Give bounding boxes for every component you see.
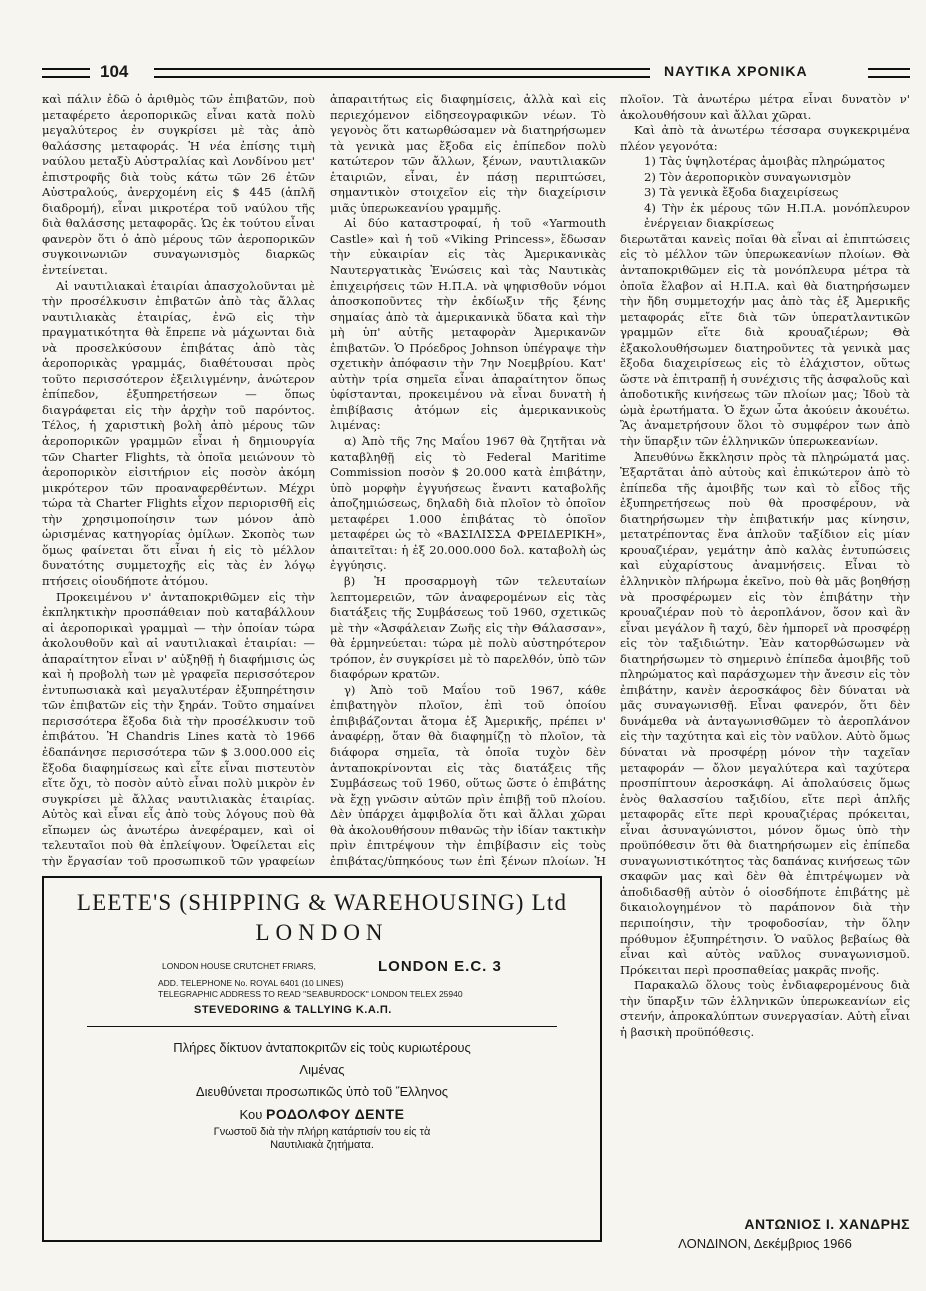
paragraph: πλοῖον. Τὰ ἀνωτέρω μέτρα εἶναι δυνατὸν ν' ἀκολουθήσουν καὶ ἄλλαι χῶραι. [620, 92, 910, 122]
ad-manager-prefix: Κου [239, 1107, 263, 1122]
list-item: 1) Τὰς ὑψηλοτέρας ἀμοιβὰς πληρώματος [644, 154, 886, 169]
ad-agency-line: Γνωστοῦ διὰ τὴν πλήρη κατάρτισίν του εἰς τὰ [213, 1126, 431, 1138]
ad-divider [87, 1026, 557, 1027]
author-name: ΑΝΤΩΝΙΟΣ Ι. ΧΑΝΔΡΗΣ [744, 1216, 910, 1232]
header-rule-right [868, 68, 910, 78]
ad-telephone: ADD. TELEPHONE No. ROYAL 6401 (10 LINES) [158, 978, 344, 988]
ad-agency-line: Πλήρες δίκτυον ἀνταποκριτῶν εἰς τοὺς κυριωτέρους [173, 1040, 471, 1055]
paragraph: Καὶ ἀπὸ τὰ ἀνωτέρω τέσσαρα συγκεκριμένα πλέον γεγονότα: [620, 123, 910, 153]
ad-agency-block [44, 1037, 600, 1152]
paragraph: α) Ἀπὸ τῆς 7ης Μαΐου 1967 θὰ ζητῆται νὰ καταβληθῇ εἰς τὸ Federal Maritime Commission ποσὸν $ 20.000 κατὰ ἐπιβάτην, ὑπὸ μορφὴν ἐγγυήσεως ἔναντι καταβολῆς ἀποζημιώσεως, δηλαδὴ διὰ πλοῖον τὸ ὁποῖον μεταφέρει 1.000 ἐπιβάτας τὸ ὁποῖον μεταφέρει ὡς τὸ «ΒΑΣΙΛΙΣΣΑ ΦΡΕΙΔΕΡΙΚΗ», ἀπαιτεῖται: ἡ ἐξ 20.000.000 δολ. καταβολὴ ὡς ἐγγύησις. [330, 434, 606, 573]
ad-telegraphic-address: TELEGRAPHIC ADDRESS TO READ "SEABURDOCK" LONDON TELEX 25940 [158, 989, 463, 999]
list-item: 3) Τὰ γενικὰ ἔξοδα διαχειρίσεως [644, 185, 839, 200]
paragraph: Αἱ δύο καταστροφαί, ἡ τοῦ «Yarmouth Castle» καὶ ἡ τοῦ «Viking Princess», ἔδωσαν τὴν εὐκαιρίαν εἰς τὰς Ἀμερικανικὰς Ναυτεργατικὰς Ἑνώσεις καὶ τὰς Ναυτικὰς ἐπιχειρήσεις τῶν Η.Π.Α. νὰ ψηφισθοῦν νόμοι ἀποσκοποῦντες τὴν ἐκδίωξιν τῆς ξένης σημαίας ἀπὸ τὰ ἀμερικανικὰ ὕδατα καὶ τὴν μὴ ὑπ' αὐτῆς μεταφορὰν Ἀμερικανῶν ἐπιβατῶν. Ὁ Πρόεδρος Johnson ὑπέγραψε τὴν σχετικὴν ἀπόφασιν τὴν 7ην Νοεμβρίου. Κατ' αὐτὴν τρία σημεῖα εἶναι ἀπαραίτητον ὅπως ὑφίστανται, προκειμένου νὰ εἶναι δυνατὴ ἡ ἐπιβίβασις ἀτόμων εἰς ἀμερικανικοὺς λιμένας: [330, 216, 606, 433]
paragraph: β) Ἡ προσαρμογὴ τῶν τελευταίων λεπτομερειῶν, τῶν ἀναφερομένων εἰς τὰς διατάξεις τῆς Συμβάσεως τοῦ 1960, σχετικῶς μὲ τὴν «Ἀσφάλειαν Ζωῆς εἰς τὴν Θάλασσαν», θὰ ἑρμηνεύεται: τώρα μὲ πολὺ αὐστηρότερον τρόπον, ἐν συγκρίσει μὲ τὸ παρελθόν, ὑπὸ τῶν διαφόρων κρατῶν. [330, 573, 606, 682]
ad-city: LONDON [255, 920, 389, 945]
text-column-2 [330, 92, 606, 870]
place-date: ΛΟΝΔΙΝΟΝ, Δεκέμβριος 1966 [678, 1236, 852, 1251]
paragraph: ἀπαραιτήτως εἰς διαφημίσεις, ἀλλὰ καὶ εἰς περιεχόμενον εἰδησεογραφικῶν νέων. Τὸ γεγονὸς ὅτι κατωρθώσαμεν νὰ διατηρήσωμεν τὰ γενικὰ μας ἔξοδα εἰς ἐπίπεδον πολὺ κατώτερον τῶν ἄλλων, ξένων, ναυτιλιακῶν ἑταιριῶν, εἶναι, ἐν πάσῃ περιπτώσει, σημαντικὸν στοιχεῖον εἰς τὴν διαχείρισιν μιᾶς ὑπερωκεανίου γραμμῆς. [330, 92, 606, 215]
list-item: 4) Τὴν ἐκ μέρους τῶν Η.Π.Α. μονόπλευρον ἐνέργειαν διακρίσεως [644, 200, 910, 231]
paragraph: γ) Ἀπὸ τοῦ Μαΐου τοῦ 1967, κάθε ἐπιβατηγὸν πλοῖον, ἐπὶ τοῦ ὁποίου ἐπιβιβάζονται ἄτομα ἐξ Ἀμερικῆς, πρέπει ν' ἀναφέρῃ, ὅταν θὰ διαφημίζῃ τὸ πλοῖον, τὰ διάφορα σημεῖα, τὰ ὁποῖα τυχὸν δὲν ἀνταποκρίνονται εἰς τὰς διατάξεις τῆς Συμβάσεως τοῦ 1960, οὕτως ὥστε ὁ ἐπιβάτης νὰ ἔχῃ γνῶσιν αὐτῶν πρὶν ἐπιβῇ τοῦ πλοίου. Δὲν ὑπάρχει ἀμφιβολία ὅτι καὶ ἄλλαι χῶραι θὰ ἀκολουθήσουν πιθανῶς τὴν ἰδίαν τακτικὴν πρὶν ἐπιτρέψουν τὴν ἐπιβίβασιν εἰς τοὺς ἐπιβάτας/ὑπηκόους των ἐπὶ ξένων πλοίων. Ἡ [330, 682, 606, 868]
ad-postcode: LONDON E.C. 3 [378, 958, 502, 975]
paragraph: Αἱ ναυτιλιακαὶ ἑταιρίαι ἀπασχολοῦνται μὲ τὴν προσέλκυσιν ἐπιβατῶν ἀπὸ τὰς ἄλλας ναυτιλιακὰς ἑταιρίας, ἐνῶ εἰς τὴν πραγματικότητα θὰ ἔπρεπε νὰ μάχωνται διὰ νὰ προσελκύσουν ἐπιβάτας ἀπὸ τὰς ἀεροπορικὰς γραμμάς, διαθέτουσαι πρὸς τοῦτο περισσότερον ἐξειλιγμένην, ἀνώτερον ἐπίπεδον, ἐξυπηρετήσεων — ὅπως διαγράφεται εἰς τὴν ἀρχὴν τοῦ παρόντος. Τέλος, ἡ χαριστικὴ βολὴ ἀπὸ μέρους τῶν ἀεροπορικῶν γραμμῶν εἶναι ἡ δημιουργία τῶν Charter Flights, τὰ ὁποῖα μειώνουν τὸ ἀεροπορικὸν εἰσιτήριον εἰς ποσὸν ἀκόμη μικρότερον τῶν προαναφερθέντων. Μέχρι τώρα τὰ Charter Flights εἶχον περιορισθῆ εἰς τὴν χρησιμοποίησιν των μόνον ἀπὸ ὡρισμένας κατηγορίας ὁμίλων. Σκοπὸς των ὅμως φαίνεται ὅτι εἶναι ἡ εἰς τὸ μέλλον δυνατότης συμμετοχῆς εἰς τὰς ἐν λόγῳ πτήσεις οἱουδήποτε ἀτόμου. [42, 278, 315, 588]
ad-contact-block [44, 958, 600, 1018]
ad-manager-name: ΡΟΔΟΛΦΟΥ ΔΕΝΤΕ [265, 1106, 405, 1122]
ad-stevedoring: STEVEDORING & TALLYING Κ.Α.Π. [194, 1004, 392, 1016]
paragraph: καὶ πάλιν ἐδῶ ὁ ἀριθμὸς τῶν ἐπιβατῶν, ποὺ μεταφέρετο ἀεροπορικῶς εἶναι κατὰ πολὺ μεγαλύτερος ἐν συγκρίσει μὲ τὰς ἀπὸ θαλάσσης μεταφοράς. Ἡ νέα ἐπίσης τιμὴ ναύλου μεταξὺ Αὐστραλίας καὶ Λονδίνου μετ' ἐπιστροφῆς διὰ τοὺς κάτω τῶν 26 ἐτῶν Αὐστραλούς, ἀνερχομένη εἰς $ 445 (ἁπλῆ διαδρομή), εἶναι μικροτέρα τοῦ ναύλου τῆς διὰ θαλάσσης μεταφορᾶς. Ὡς ἐκ τούτου εἶναι φανερὸν ὅτι ὁ ἀπὸ μέρους τῶν ἀεροπορικῶν συγκοινωνιῶν συναγωνισμὸς διαρκῶς ἐντείνεται. [42, 92, 315, 278]
ad-agency-manager [44, 1103, 600, 1126]
header-rule-left [42, 68, 90, 78]
page-number: 104 [100, 62, 129, 81]
text-column-3 [620, 92, 910, 1212]
ad-company-name: LEETE'S (SHIPPING & WAREHOUSING) Ltd [76, 890, 568, 915]
ad-agency-line: Λιμένας [299, 1062, 345, 1077]
ad-agency-line: Ναυτιλιακὰ ζητήματα. [270, 1139, 374, 1151]
list-item: 2) Τὸν ἀεροπορικὸν συναγωνισμὸν [644, 169, 851, 184]
ad-address: LONDON HOUSE CRUTCHET FRIARS, [162, 961, 316, 971]
ad-agency-line: Διευθύνεται προσωπικῶς ὑπὸ τοῦ Ἕλληνος [195, 1084, 449, 1099]
header-rule-middle [154, 68, 650, 78]
paragraph: Παρακαλῶ ὅλους τοὺς ἐνδιαφερομένους διὰ τὴν ὕπαρξιν τῶν ἑλληνικῶν ὑπερωκεανίων εἰς στενήν, ἀπροκαλύπτων συνεργασίαν. Αὐτὴ εἶναι ἡ βασικὴ προϋπόθεσις. [620, 978, 910, 1039]
numbered-list [620, 154, 910, 232]
author-signature [620, 1216, 910, 1251]
page-header [42, 62, 910, 84]
paragraph: Ἀπευθύνω ἔκκλησιν πρὸς τὰ πληρώματά μας. Ἐξαρτᾶται ἀπὸ αὐτοὺς καὶ ἐπικώτερον ἀπὸ τὸ ἐπίπεδα τῆς ἀμοιβῆς των καὶ τὸ εἶδος τῆς ἐξυπηρετήσεως ποὺ θὰ προσφέρουν, νὰ διατηρήσωμεν τὴν ἐπιβατικήν μας κίνησιν, μετατρέποντας ἕνα ἁπλοῦν ταξίδιον εἰς μίαν κρουαζιέραν, γεμάτην ἀπὸ καλὰς ἐντυπώσεις καὶ εὐχαρίστους ἀναμνήσεις. Εἶναι τὸ ἑλληνικὸν πλήρωμα ἐκεῖνο, ποὺ θὰ μᾶς βοηθήσῃ νὰ προσφέρωμεν εἰς τὸν ἐπιβάτην τὴν κρουαζιέραν ποὺ τὸ ἀεροπλάνον, ὅσον καὶ ἂν εἶναι μεγάλον ἢ ταχύ, δὲν ἠμπορεῖ νὰ προσφέρῃ εἰς τὸν ταξιδιώτην. Ἐὰν κατορθώσωμεν νὰ διατηρήσωμεν τὸ σημερινὸ ἐπίπεδα ἀμοιβῆς τοῦ πληρώματος καὶ παράσχωμεν τὴν ἄνεσιν εἰς τὸν ἐπιβάτην, κανὲν ἀεροσκάφος δὲν δύναται νὰ μᾶς συναγωνισθῇ. Εἶναι φανερόν, ὅτι δὲν δυνάμεθα νὰ ἀνταγωνισθῶμεν τὸ ἀεροπλάνον εἰς τὴν ταχύτητα καὶ εἰς τὸν ναῦλον. Αὐτὸ ὅμως δύναται νὰ προσφέρῃ μόνον τὴν ταχεῖαν μεταφοράν — ὄλον μεγαλύτερα καὶ ταχύτερα προσπίπτουν ἀεροσκάφη. Αἱ ἀπολαύσεις ὅμως ἑνὸς θαλασσίου ταξιδίου, εἴτε περὶ ἁπλῆς μεταφορᾶς εἴτε περὶ κρουαζιέρας πρόκειται, εἶναι ἀσυναγώνιστοι, μόνον ὅμως ὑπὸ τὴν προϋπόθεσιν ὅτι θὰ διατηρήσωμεν εἰς ἐπίπεδα συναγωνιστικότητος τὰς δαπάνας κινήσεως τῶν σκαφῶν μας καὶ δὲν θὰ ἐπιτρέψωμεν νὰ ἀποδιδασθῇ αὐτὸν ὁ οἱοσδήποτε ἐπιβάτης μὲ δικαιολογημένον τὸ παράπονον διὰ τὴν περιποίησιν, τὴν τροφοδοσίαν, τὴν ὅλην πρόθυμον ἐξυπηρέτησιν. Ὁ ναῦλος βεβαίως θὰ εἶναι καὶ αὐτὸς ναῦλος συναγωνισμοῦ. Πρόκειται περὶ προσπαθείας μακρᾶς πνοῆς. [620, 449, 910, 977]
paragraph: διερωτᾶται κανεὶς ποῖαι θὰ εἶναι αἱ ἐπιπτώσεις εἰς τὸ μέλλον τῶν ὑπερωκεανίων πλοίων. Θὰ ἀνταποκριθῶμεν εἰς τὰ μονόπλευρα μέτρα τὰ ὁποῖα ἔλαβον αἱ Η.Π.Α. καὶ θὰ διατηρήσωμεν τὴν ἤδη συμμετοχήν μας ἀπὸ τὰς ἐξ Ἀμερικῆς μεταφοράς εἴτε διὰ τῶν ὑπερατλαντικῶν γραμμῶν εἴτε διὰ κρουαζιέρων; Θὰ ἐξακολουθήσωμεν διατηροῦντες τὰ γενικὰ μας ἔξοδα διαχειρίσεως εἰς τὸ ἐλάχιστον, οὕτως ὥστε νὰ ἐπιτραπῇ ἡ συνέχισις τῆς ἀσφαλοῦς καὶ ἀποδοτικῆς κινήσεως τῶν πλοίων μας; Ἰδοὺ τὰ ὠμὰ ἐρωτήματα. Ὁ ἔχων ὦτα ἀκούειν ἀκουέτω. Ἂς ἀναμετρήσουν ὅλοι τὸ συμφέρον των ἀπὸ τὴν ὕπαρξιν τῶν ἑλληνικῶν ὑπερωκεανίων. [620, 231, 910, 449]
advertisement-box [42, 876, 602, 1242]
paragraph: Προκειμένου ν' ἀνταποκριθῶμεν εἰς τὴν ἐκπληκτικὴν προσπάθειαν ποὺ καταβάλλουν αἱ ἀεροπορικαὶ γραμμαὶ — τὴν ὁποίαν τώρα ἀκολουθοῦν καὶ αἱ ναυτιλιακαὶ ἑταιρίαι: — ἀπαραίτητον εἶναι ν' αὐξηθῇ ἡ διαφήμισις ὡς καὶ ἡ προβολὴ των μὲ γραφεῖα περισσότερον ἐντυπωσιακὰ καὶ μεγαλυτέραν ἐξυπηρέτησιν τῶν ἐπιβατῶν εἰς τὴν ξηράν. Τοῦτο σημαίνει περισσότερα ἔξοδα διὰ τὴν προσέλκυσιν τοῦ ἐπιβάτου. Ἡ Chandris Lines κατὰ τὸ 1966 ἐδαπάνησε περισσότερα τῶν $ 3.000.000 εἰς ἔξοδα διαφημίσεως καὶ εἶτε εἶναι πιστευτὸν εἴτε ὄχι, τὸ ποσὸν αὐτὸ εἶναι πολὺ μικρὸν ἐν συγκρίσει μὲ ἄλλας ναυτιλιακὰς ἑταιρίας. Αὐτὸς καὶ εἶναι εἷς ἀπὸ τοὺς λόγους ποὺ θὰ εἴπωμεν ὡς ἀνωτέρω ἀνεφέραμεν, καὶ οἱ τελευταῖοι ποὺ θὰ ἐπλείψουν. Ὀφείλεται εἰς τὴν ἔργασίαν τοῦ προσωπικοῦ τῶν γραφείων [42, 589, 315, 867]
journal-title: ΝΑΥΤΙΚΑ ΧΡΟΝΙΚΑ [664, 63, 808, 79]
text-column-1 [42, 92, 315, 867]
